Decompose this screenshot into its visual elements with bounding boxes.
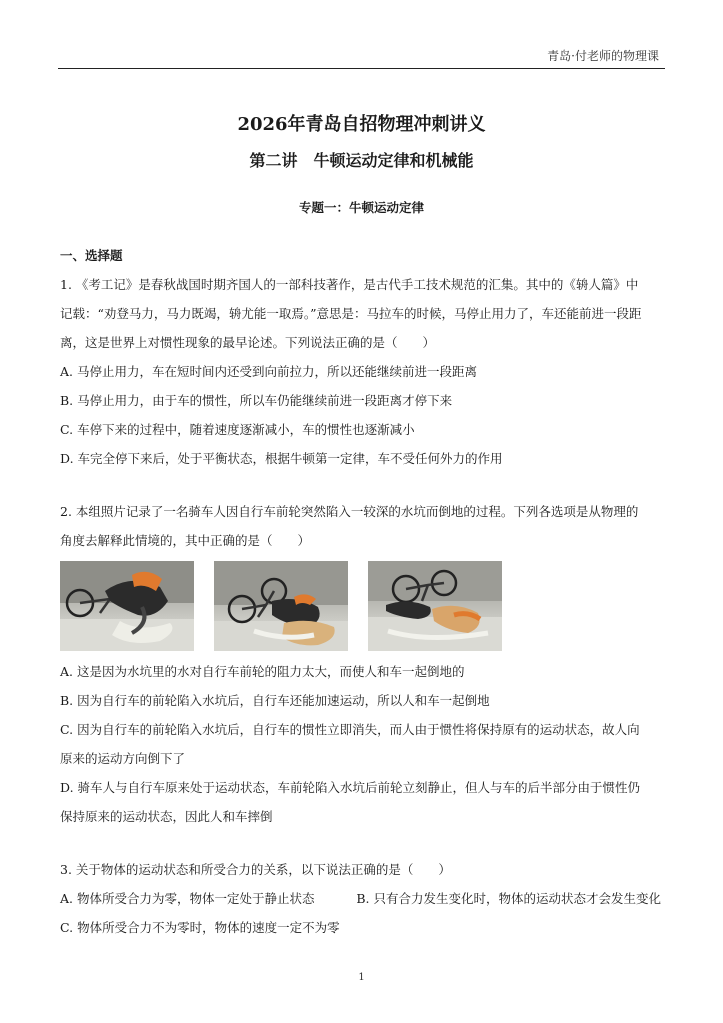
page-number: 1 (358, 972, 365, 983)
topic-title: 专题一：牛顿运动定律 (298, 200, 424, 215)
option-d-continued: 保持原来的运动状态，因此人和车摔倒 (60, 809, 273, 824)
option-b: B. 因为自行车的前轮陷入水坑后，自行车还能加速运动，所以人和车一起倒地 (60, 693, 490, 708)
option-d: D. 车完全停下来后，处于平衡状态，根据牛顿第一定律，车不受任何外力的作用 (60, 451, 503, 466)
header-text: 青岛·付老师的物理课 (547, 49, 659, 63)
question-2 (60, 497, 661, 831)
option-c: C. 物体所受合力不为零时，物体的速度一定不为零 (60, 920, 340, 935)
question-stem-line: 1. 《考工记》是春秋战国时期齐国人的一部科技著作，是古代手工技术规范的汇集。其中的《辀人篇》中 (60, 277, 639, 292)
option-d: D. 骑车人与自行车原来处于运动状态，车前轮陷入水坑后前轮立刻静止，但人与车的后半部分由于惯性仍 (60, 780, 641, 795)
question-1 (60, 270, 661, 473)
section-title: 一、选择题 (60, 248, 123, 263)
option-a: A. 马停止用力，车在短时间内还受到向前拉力，所以还能继续前进一段距离 (60, 364, 477, 379)
cyclist-photo-2 (214, 561, 348, 651)
cyclist-photo-3 (368, 561, 502, 651)
question-3 (60, 855, 661, 942)
photo-sequence (60, 561, 661, 651)
option-a: A. 这是因为水坑里的水对自行车前轮的阻力太大，而使人和车一起倒地的 (60, 664, 465, 679)
question-stem-line: 角度去解释此情境的，其中正确的是（ ） (60, 533, 311, 548)
option-a: A. 物体所受合力为零，物体一定处于静止状态 (60, 891, 315, 906)
document-title: 2026年青岛自招物理冲刺讲义 (237, 114, 486, 135)
question-stem-line: 2. 本组照片记录了一名骑车人因自行车前轮突然陷入一较深的水坑而倒地的过程。下列各选项是从物理的 (60, 504, 639, 519)
question-stem-line: 离，这是世界上对惯性现象的最早论述。下列说法正确的是（ ） (60, 335, 436, 350)
lecture-title: 第二讲 牛顿运动定律和机械能 (249, 151, 474, 170)
option-c: C. 车停下来的过程中，随着速度逐渐减小，车的惯性也逐渐减小 (60, 422, 415, 437)
question-stem-line: 3. 关于物体的运动状态和所受合力的关系，以下说法正确的是（ ） (60, 862, 451, 877)
header-rule (58, 68, 665, 69)
option-b: B. 只有合力发生变化时，物体的运动状态才会发生变化 (356, 891, 661, 906)
content (60, 244, 661, 942)
question-stem-line: 记载：“劝登马力，马力既竭，辀尤能一取焉。”意思是：马拉车的时候，马停止用力了，车还能前进一段距 (60, 306, 642, 321)
option-c-continued: 原来的运动方向倒下了 (60, 751, 186, 766)
cyclist-photo-1 (60, 561, 194, 651)
option-row (60, 884, 661, 913)
option-c: C. 因为自行车的前轮陷入水坑后，自行车的惯性立即消失，而人由于惯性将保持原有的运动状态，故人向 (60, 722, 640, 737)
option-b: B. 马停止用力，由于车的惯性，所以车仍能继续前进一段距离才停下来 (60, 393, 453, 408)
